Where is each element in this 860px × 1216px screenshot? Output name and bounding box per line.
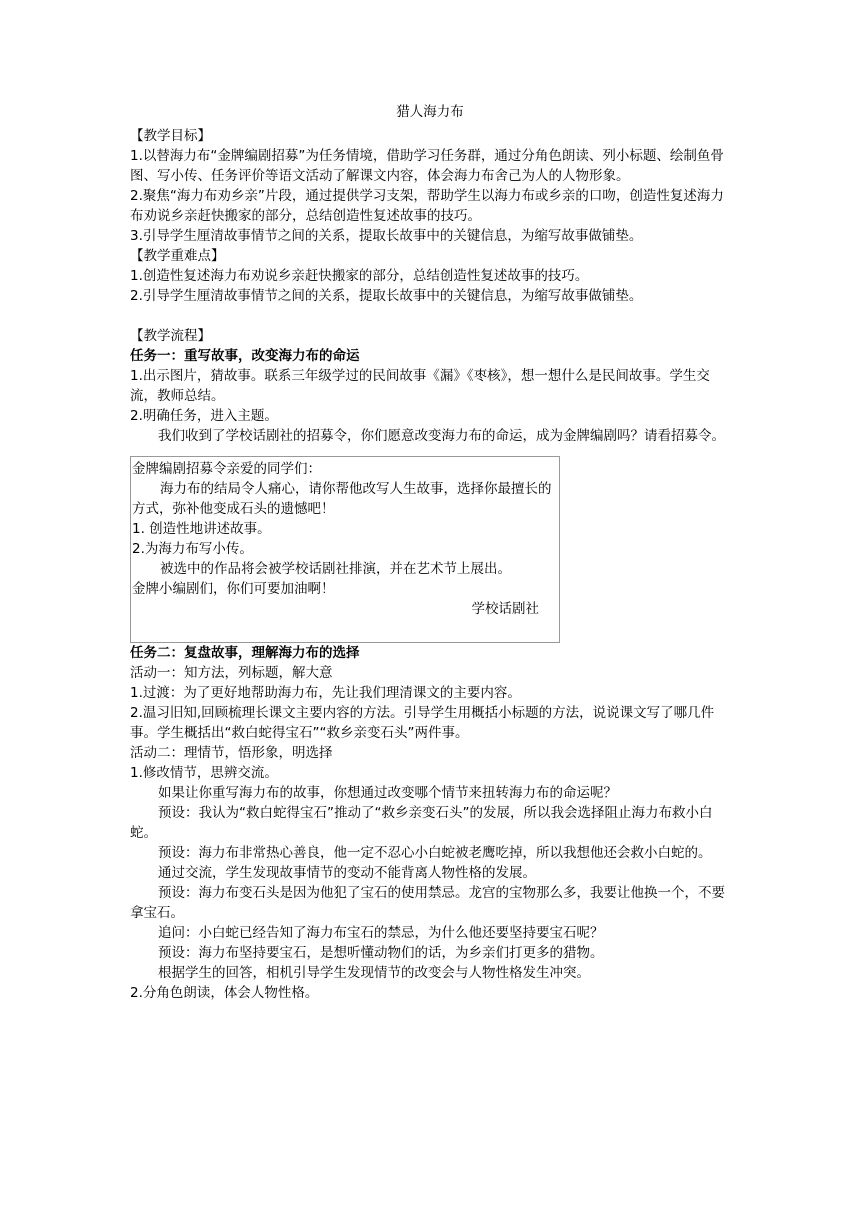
activity2-paragraph: 预设：海力布变石头是因为他犯了宝石的使用禁忌。龙宫的宝物那么多，我要让他换一个，不要拿宝石。 bbox=[130, 885, 725, 921]
task1-line: 2.明确任务，进入主题。 bbox=[130, 408, 278, 424]
document-page bbox=[130, 100, 730, 1003]
keypoints-heading: 【教学重难点】 bbox=[130, 248, 225, 264]
task2-title: 任务二：复盘故事，理解海力布的选择 bbox=[130, 645, 360, 661]
document-title: 猎人海力布 bbox=[396, 104, 464, 120]
notice-greeting: 金牌编剧招募令亲爱的同学们： bbox=[132, 461, 321, 477]
keypoint-item: 1.创造性复述海力布劝说乡亲赶快搬家的部分，总结创造性复述故事的技巧。 bbox=[130, 268, 589, 284]
activity2-heading: 活动二：理情节，悟形象，明选择 bbox=[130, 745, 333, 761]
activity2-paragraph: 预设：我认为“救白蛇得宝石”推动了“救乡亲变石头”的发展，所以我会选择阻止海力布救小白蛇。 bbox=[130, 805, 713, 841]
activity1-line: 1.过渡：为了更好地帮助海力布，先让我们理清课文的主要内容。 bbox=[130, 685, 521, 701]
activity2-line: 1.修改情节，思辨交流。 bbox=[130, 765, 278, 781]
activity2-paragraph: 根据学生的回答，相机引导学生发现情节的改变会与人物性格发生冲突。 bbox=[158, 965, 590, 981]
goal-item: 3.引导学生厘清故事情节之间的关系，提取长故事中的关键信息，为缩写故事做铺垫。 bbox=[130, 228, 643, 244]
task1-paragraph: 我们收到了学校话剧社的招募令，你们愿意改变海力布的命运，成为金牌编剧吗？请看招募令。 bbox=[158, 428, 725, 444]
activity2-line: 2.分角色朗读，体会人物性格。 bbox=[130, 985, 319, 1001]
notice-signature: 学校话剧社 bbox=[471, 601, 539, 617]
notice-cheer: 金牌小编剧们，你们可要加油啊！ bbox=[132, 581, 335, 597]
activity1-line: 2.温习旧知,回顾梳理长课文主要内容的方法。引导学生用概括小标题的方法，说说课文写了哪几件事。学生概括出“救白蛇得宝石”“救乡亲变石头”两件事。 bbox=[130, 705, 715, 741]
notice-option: 2.为海力布写小传。 bbox=[132, 541, 253, 557]
task1-line: 1.出示图片，猜故事。联系三年级学过的民间故事《漏》《枣核》，想一想什么是民间故事。学生交流，教师总结。 bbox=[130, 368, 710, 404]
activity1-heading: 活动一：知方法，列标题，解大意 bbox=[130, 665, 333, 681]
activity2-paragraph: 通过交流，学生发现故事情节的变动不能背离人物性格的发展。 bbox=[158, 865, 536, 881]
activity2-paragraph: 追问：小白蛇已经告知了海力布宝石的禁忌，为什么他还要坚持要宝石呢？ bbox=[158, 925, 604, 941]
activity2-paragraph: 如果让你重写海力布的故事，你想通过改变哪个情节来扭转海力布的命运呢？ bbox=[158, 785, 617, 801]
task1-title: 任务一：重写故事，改变海力布的命运 bbox=[130, 348, 360, 364]
goal-item: 2.聚焦“海力布劝乡亲”片段，通过提供学习支架，帮助学生以海力布或乡亲的口吻，创造性复述海力布劝说乡亲赶快搬家的部分，总结创造性复述故事的技巧。 bbox=[130, 188, 724, 224]
process-heading: 【教学流程】 bbox=[130, 328, 211, 344]
goal-item: 1.以替海力布“金牌编剧招募”为任务情境，借助学习任务群，通过分角色朗读、列小标题、绘制鱼骨图、写小传、任务评价等语文活动了解课文内容，体会海力布舍己为人的人物形象。 bbox=[130, 148, 724, 184]
recruitment-notice-box bbox=[130, 456, 560, 643]
notice-body-2: 被选中的作品将会被学校话剧社排演，并在艺术节上展出。 bbox=[160, 561, 511, 577]
spacer bbox=[130, 306, 730, 326]
notice-body: 海力布的结局令人痛心，请你帮他改写人生故事，选择你最擅长的方式，弥补他变成石头的遗憾吧！ bbox=[132, 481, 552, 517]
keypoint-item: 2.引导学生厘清故事情节之间的关系，提取长故事中的关键信息，为缩写故事做铺垫。 bbox=[130, 288, 643, 304]
activity2-paragraph: 预设：海力布非常热心善良，他一定不忍心小白蛇被老鹰吃掉，所以我想他还会救小白蛇的。 bbox=[158, 845, 712, 861]
activity2-paragraph: 预设：海力布坚持要宝石，是想听懂动物们的话，为乡亲们打更多的猎物。 bbox=[158, 945, 604, 961]
notice-option: 1. 创造性地讲述故事。 bbox=[132, 521, 271, 537]
goals-heading: 【教学目标】 bbox=[130, 128, 211, 144]
